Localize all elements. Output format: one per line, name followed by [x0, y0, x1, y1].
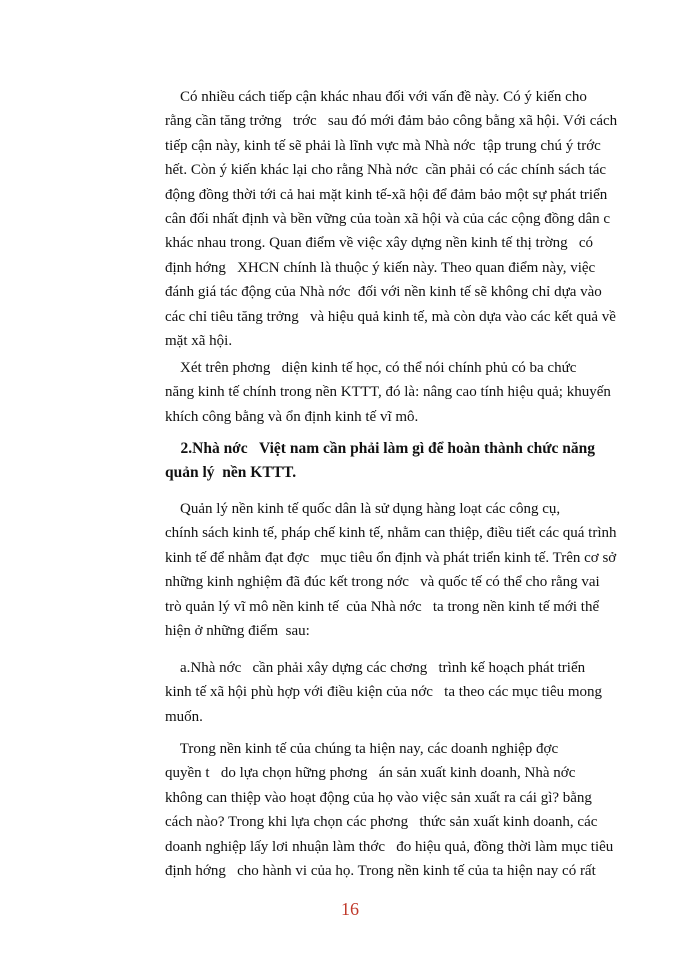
page-number: 16 [341, 899, 359, 919]
paragraph-4 [165, 656, 650, 729]
text-line: trò quản lý vĩ mô nền kinh tế của Nhà nớc ta trong nền kinh tế mới thể [165, 598, 600, 615]
text-line: doanh nghiệp lấy lơi nhuận làm thớc đo hiệu quả, đồng thời làm mục tiêu [165, 838, 614, 855]
text-line: hết. Còn ý kiến khác lại cho rằng Nhà nớc cần phải có các chính sách tác [165, 162, 607, 179]
section-heading [165, 437, 650, 486]
text-line: đánh giá tác động của Nhà nớc đối với nền kinh tế sẽ không chỉ dựa vào [165, 284, 602, 301]
text-line: không can thiệp vào hoạt động của họ vào việc sản xuất ra cái gì? bằng [165, 789, 592, 806]
text-line: Xét trên phơng diện kinh tế học, có thể nói chính phủ có ba chức [165, 360, 577, 376]
paragraph-3 [165, 497, 650, 643]
text-line: khác nhau trong. Quan điểm về việc xây dựng nền kinh tế thị trờng có [165, 235, 594, 252]
text-line: năng kinh tế chính trong nền KTTT, đó là: nâng cao tính hiệu quả; khuyến [165, 384, 611, 401]
text-line: Quản lý nền kinh tế quốc dân là sử dụng hàng loạt các công cụ, [165, 501, 561, 517]
paragraph-1 [165, 85, 650, 353]
text-line: cân đối nhất định và bền vững của toàn xã hội và của các cộng đồng dân c [165, 211, 611, 228]
text-line: Trong nền kinh tế của chúng ta hiện nay, các doanh nghiệp đợc [165, 741, 559, 757]
text-line: Có nhiều cách tiếp cận khác nhau đối với vấn đề này. Có ý kiến cho [165, 89, 587, 105]
text-line: quyền t do lựa chọn hững phơng án sản xuất kinh doanh, Nhà nớc [165, 765, 576, 782]
text-line: muốn. [165, 708, 203, 725]
heading-line: quản lý nền KTTT. [165, 464, 297, 482]
heading-line: 2.Nhà nớc Việt nam cần phải làm gì để hoàn thành chức năng [165, 440, 595, 457]
text-line: tiếp cận này, kinh tế sẽ phải là lĩnh vực mà Nhà nớc tập trung chú ý trớc [165, 137, 601, 154]
text-line: những kinh nghiệm đã đúc kết trong nớc và quốc tế có thể cho rằng vai [165, 574, 600, 591]
text-line: a.Nhà nớc cần phải xây dựng các chơng trình kế hoạch phát triển [165, 660, 586, 676]
text-line: định hớng XHCN chính là thuộc ý kiến này. Theo quan điểm này, việc [165, 259, 596, 276]
text-line: cách nào? Trong khi lựa chọn các phơng thức sản xuất kinh doanh, các [165, 814, 598, 831]
text-line: mặt xã hội. [165, 333, 233, 350]
text-line: khích công bằng và ổn định kinh tế vĩ mô. [165, 408, 419, 425]
text-line: động đồng thời tới cả hai mặt kinh tế-xã hội để đảm bảo một sự phát triển [165, 186, 608, 203]
text-line: các chỉ tiêu tăng trởng và hiệu quả kinh tế, mà còn dựa vào các kết quả về [165, 308, 616, 325]
text-line: chính sách kinh tế, pháp chế kinh tế, nhằm can thiệp, điều tiết các quá trình [165, 525, 617, 542]
paragraph-2 [165, 356, 650, 429]
text-line: hiện ở những điểm sau: [165, 623, 310, 640]
text-line: rằng cần tăng trởng trớc sau đó mới đảm bảo công bằng xã hội. Với cách [165, 113, 618, 130]
paragraph-5 [165, 737, 650, 883]
text-line: định hớng cho hành vi của họ. Trong nền kinh tế của ta hiện nay có rất [165, 863, 596, 880]
text-line: kinh tế xã hội phù hợp với điều kiện của nớc ta theo các mục tiêu mong [165, 684, 603, 701]
text-line: kinh tế để nhằm đạt đợc mục tiêu ổn định và phát triển kinh tế. Trên cơ sở [165, 549, 617, 566]
